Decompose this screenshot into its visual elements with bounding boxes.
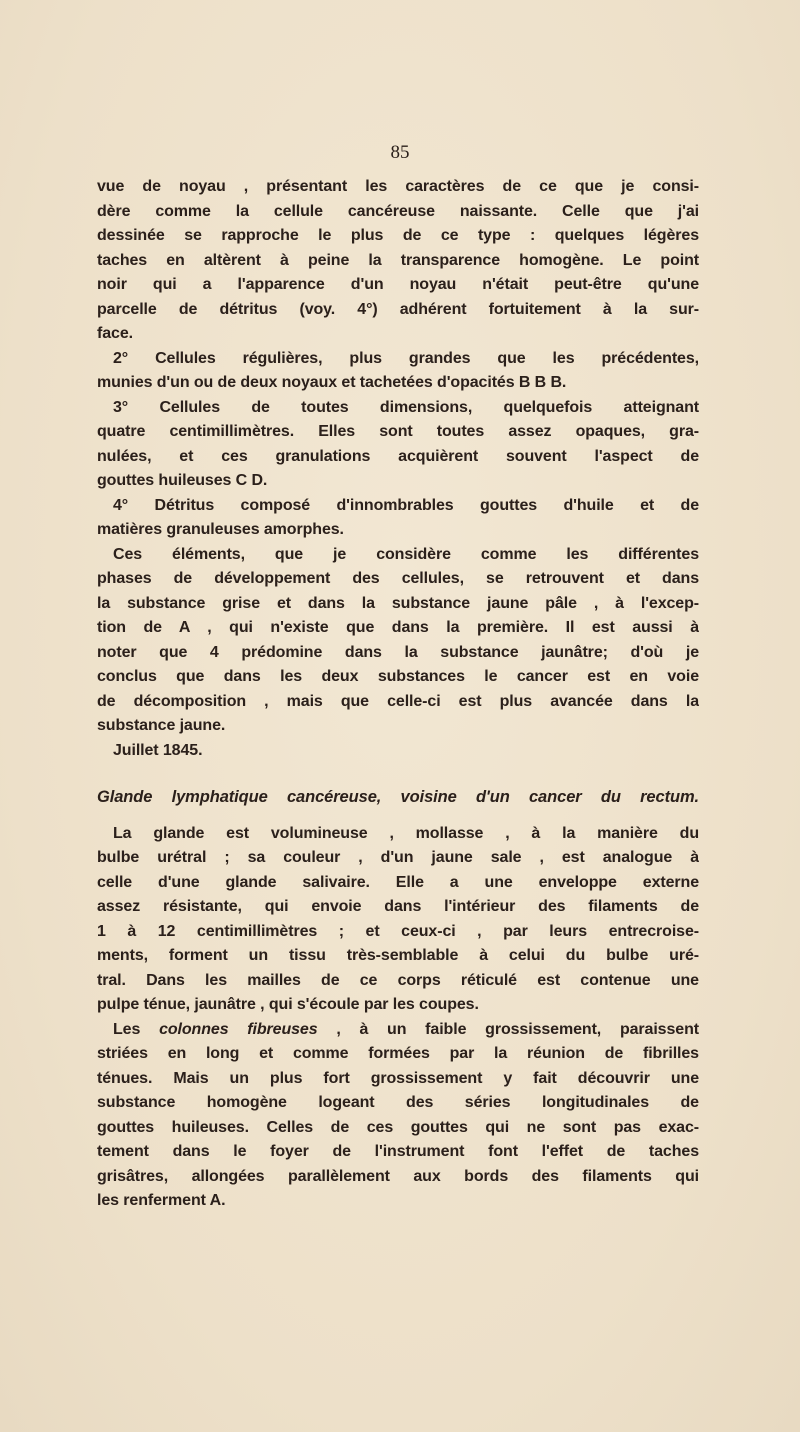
text-line: les renferment A.: [97, 1192, 226, 1209]
body-text: [97, 175, 699, 1214]
section-heading: Glande lymphatique cancéreuse, voisine d'un cancer du rectum.: [97, 788, 699, 806]
text-line: substance homogène logeant des séries longitudinales de: [97, 1094, 699, 1111]
text-line: noter que 4 prédomine dans la substance jaunâtre; d'où je: [97, 643, 699, 661]
text-line: tral. Dans les mailles de ce corps réticulé est contenue une: [97, 971, 699, 989]
text-line: matières granuleuses amorphes.: [97, 521, 344, 538]
text-line: face.: [97, 325, 133, 342]
text-segment: Les: [113, 1020, 160, 1038]
date-line: Juillet 1845.: [113, 741, 203, 759]
text-line: Ces éléments, que je considère comme les différentes: [113, 545, 699, 563]
text-line: la substance grise et dans la substance jaune pâle , à l'excep-: [97, 594, 699, 612]
text-line: substance jaune.: [97, 717, 226, 734]
text-line: [97, 1018, 699, 1043]
page-number: 85: [390, 142, 410, 163]
text-line: de décomposition , mais que celle-ci est plus avancée dans la: [97, 692, 699, 710]
text-line: striées en long et comme formées par la réunion de fibrilles: [97, 1045, 699, 1062]
text-line: celle d'une glande salivaire. Elle a une enveloppe externe: [97, 873, 699, 891]
text-line: tion de A , qui n'existe que dans la première. Il est aussi à: [97, 619, 699, 636]
text-line: bulbe urétral ; sa couleur , d'un jaune sale , est analogue à: [97, 849, 699, 866]
text-line: phases de développement des cellules, se retrouvent et dans: [97, 570, 699, 587]
text-line: gouttes huileuses. Celles de ces gouttes qui ne sont pas exac-: [97, 1118, 699, 1136]
text-line: pulpe ténue, jaunâtre , qui s'écoule par les coupes.: [97, 996, 479, 1013]
italic-term: colonnes fibreuses: [159, 1020, 318, 1038]
text-line: nulées, et ces granulations acquièrent souvent l'aspect de: [97, 447, 699, 465]
text-line: conclus que dans les deux substances le cancer est en voie: [97, 668, 699, 685]
text-line: 2° Cellules régulières, plus grandes que les précédentes,: [113, 349, 699, 367]
text-segment: , à un faible grossissement, paraissent: [317, 1020, 699, 1038]
text-line: tement dans le foyer de l'instrument font l'effet de taches: [97, 1143, 699, 1160]
text-line: La glande est volumineuse , mollasse , à la manière du: [113, 824, 699, 842]
text-line: 3° Cellules de toutes dimensions, quelquefois atteignant: [113, 398, 699, 416]
text-line: vue de noyau , présentant les caractères de ce que je consi-: [97, 178, 699, 195]
text-line: noir qui a l'apparence d'un noyau n'était peut-être qu'une: [97, 276, 699, 293]
text-line: munies d'un ou de deux noyaux et tachetées d'opacités B B B.: [97, 374, 567, 391]
text-line: dessinée se rapproche le plus de ce type : quelques légères: [97, 227, 699, 244]
text-line: dère comme la cellule cancéreuse naissante. Celle que j'ai: [97, 202, 699, 220]
text-line: quatre centimillimètres. Elles sont toutes assez opaques, gra-: [97, 423, 699, 440]
text-line: ténues. Mais un plus fort grossissement y fait découvrir une: [97, 1069, 699, 1087]
text-line: grisâtres, allongées parallèlement aux bords des filaments qui: [97, 1167, 699, 1185]
text-line: ments, forment un tissu très-semblable à celui du bulbe uré-: [97, 947, 699, 964]
text-line: 4° Détritus composé d'innombrables gouttes d'huile et de: [113, 496, 699, 514]
text-line: 1 à 12 centimillimètres ; et ceux-ci , par leurs entrecroise-: [97, 922, 699, 940]
text-line: assez résistante, qui envoie dans l'intérieur des filaments de: [97, 898, 699, 915]
text-line: gouttes huileuses C D.: [97, 472, 268, 489]
text-line: parcelle de détritus (voy. 4°) adhérent fortuitement à la sur-: [97, 300, 699, 318]
text-line: taches en altèrent à peine la transparence homogène. Le point: [97, 251, 699, 269]
